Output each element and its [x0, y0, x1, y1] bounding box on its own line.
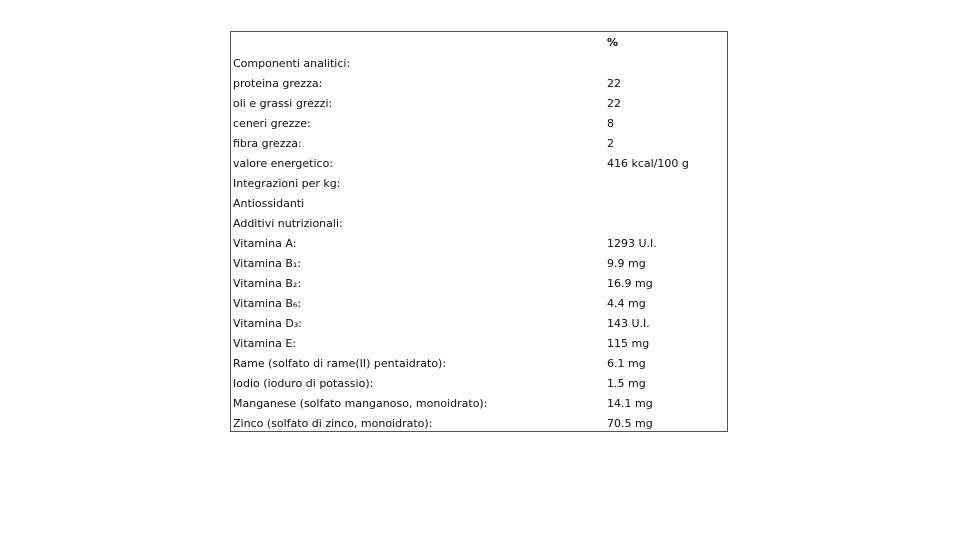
table-row — [231, 94, 727, 114]
table-row — [231, 134, 727, 154]
table-row — [231, 194, 727, 214]
table-row — [231, 234, 727, 254]
table-row — [231, 174, 727, 194]
row-value: 2 — [607, 137, 614, 150]
table-row — [231, 374, 727, 394]
row-label: ceneri grezze: — [233, 117, 311, 130]
row-label: Vitamina D₃: — [233, 317, 302, 330]
row-value — [605, 214, 727, 234]
nutrition-panel — [230, 31, 728, 432]
table-row — [231, 314, 727, 334]
row-label: Antiossidanti — [233, 197, 305, 210]
row-label: Rame (solfato di rame(II) pentaidrato): — [233, 357, 447, 370]
table-row — [231, 154, 727, 174]
table-row — [231, 254, 727, 274]
nutrition-table — [231, 32, 727, 434]
row-label: Additivi nutrizionali: — [233, 217, 343, 230]
row-label: Vitamina B₂: — [233, 277, 302, 290]
row-label: Manganese (solfato manganoso, monoidrato): — [233, 397, 488, 410]
table-row — [231, 54, 727, 74]
table-row — [231, 114, 727, 134]
row-label: Integrazioni per kg: — [233, 177, 341, 190]
row-value: 1293 U.I. — [607, 237, 657, 250]
table-row — [231, 354, 727, 374]
row-value: 115 mg — [607, 337, 650, 350]
row-label: Vitamina B₁: — [233, 257, 302, 270]
row-label: Vitamina B₆: — [233, 297, 302, 310]
table-header-row — [231, 32, 727, 54]
row-value: 8 — [607, 117, 614, 130]
row-label: valore energetico: — [233, 157, 334, 170]
table-row — [231, 414, 727, 434]
row-value — [605, 194, 727, 214]
row-value: 1.5 mg — [607, 377, 646, 390]
row-label: fibra grezza: — [233, 137, 302, 150]
header-value-cell: % — [607, 36, 619, 49]
row-value: 143 U.I. — [607, 317, 650, 330]
row-value: 22 — [607, 97, 621, 110]
row-value: 22 — [607, 77, 621, 90]
row-label: proteina grezza: — [233, 77, 323, 90]
row-label: oli e grassi grezzi: — [233, 97, 333, 110]
row-value: 4.4 mg — [607, 297, 646, 310]
table-row — [231, 274, 727, 294]
row-label: Componenti analitici: — [233, 57, 351, 70]
row-value: 6.1 mg — [607, 357, 646, 370]
table-row — [231, 394, 727, 414]
row-label: Vitamina E: — [233, 337, 297, 350]
row-label: Zinco (solfato di zinco, monoidrato): — [233, 417, 433, 430]
table-row — [231, 334, 727, 354]
row-value: 416 kcal/100 g — [607, 157, 689, 170]
row-value: 14.1 mg — [607, 397, 653, 410]
row-value: 16.9 mg — [607, 277, 653, 290]
table-row — [231, 74, 727, 94]
header-label-cell — [231, 32, 605, 54]
row-value — [605, 54, 727, 74]
table-row — [231, 294, 727, 314]
row-value: 9.9 mg — [607, 257, 646, 270]
row-label: Iodio (ioduro di potassio): — [233, 377, 374, 390]
row-value: 70.5 mg — [607, 417, 653, 430]
row-label: Vitamina A: — [233, 237, 297, 250]
row-value — [605, 174, 727, 194]
table-row — [231, 214, 727, 234]
